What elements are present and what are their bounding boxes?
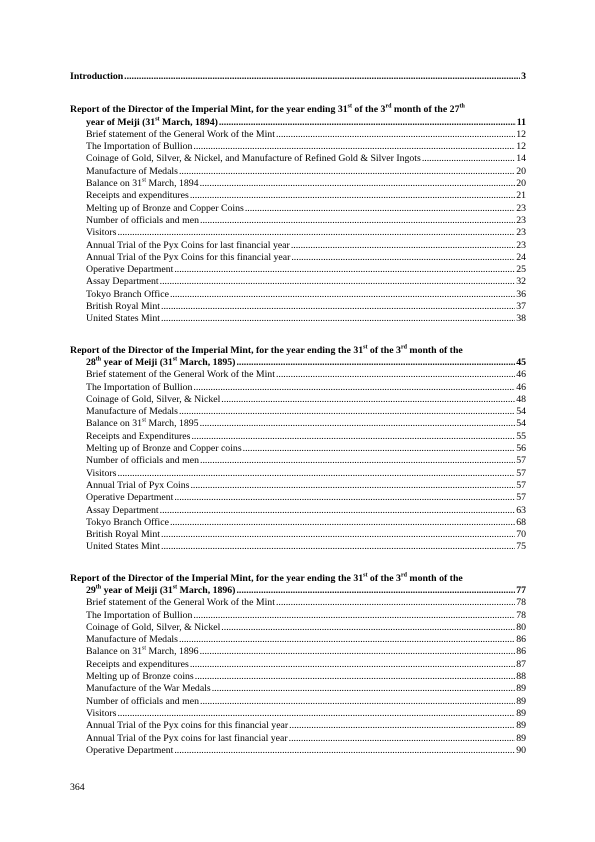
entry-text: Assay Department [86, 504, 159, 516]
superscript: st [155, 116, 160, 123]
entry-text: United States Mint [86, 541, 161, 553]
entry-page: 70 [516, 529, 526, 541]
entry-title [86, 696, 199, 708]
section-heading-line2 [70, 585, 526, 597]
leader-dots [160, 276, 516, 288]
entry-title [86, 264, 173, 276]
leader-dots [179, 634, 515, 646]
leader-dots [236, 585, 515, 597]
toc-entry [70, 313, 526, 325]
entry-page: 54 [516, 418, 526, 430]
toc-entry [70, 659, 526, 671]
toc-entry [70, 529, 526, 541]
entry-page: 12 [516, 141, 526, 153]
entry-text: The Importation of Bullion [86, 141, 193, 153]
table-of-contents [70, 71, 526, 776]
leader-dots [200, 178, 516, 190]
superscript: rd [385, 104, 392, 111]
entry-text: Visitors [86, 467, 117, 479]
entry-page: 78 [516, 597, 526, 609]
entry-page: 37 [516, 301, 526, 313]
entry-page: 20 [516, 178, 526, 190]
entry-title [86, 313, 160, 325]
heading-text: year of Meiji (31 [101, 356, 173, 368]
entry-page: 36 [516, 288, 526, 300]
heading-text: 28 [86, 356, 96, 368]
leader-dots [245, 203, 515, 215]
leader-dots [179, 406, 515, 418]
heading-text: Report of the Director of the Imperial Mint, for the year ending the 31 [70, 344, 364, 356]
leader-dots [191, 431, 515, 443]
entry-title [86, 129, 275, 141]
entry-text: Melting up of Bronze and Copper coins [86, 443, 242, 455]
introduction-title: Introduction [70, 71, 124, 82]
entry-title [86, 634, 178, 646]
superscript: rd [400, 344, 407, 351]
entry-page: 24 [516, 251, 526, 263]
toc-entry [70, 683, 526, 695]
entry-page: 86 [516, 646, 526, 658]
leader-dots [212, 683, 515, 695]
leader-dots [243, 443, 516, 455]
toc-section [70, 345, 526, 554]
leader-dots [170, 289, 515, 301]
entry-text: Visitors [86, 707, 117, 719]
heading-text: year of Meiji (31 [101, 584, 173, 596]
entry-page: 89 [516, 732, 526, 744]
entry-title [86, 505, 159, 517]
entry-page: 89 [516, 683, 526, 695]
heading-text: March, 1895) [177, 356, 236, 368]
toc-entry [70, 468, 526, 480]
entry-title [86, 418, 199, 430]
entry-title [86, 203, 244, 215]
entry-page: 20 [516, 165, 526, 177]
entry-text: Melting up of Bronze coins [86, 671, 194, 683]
superscript: st [172, 584, 178, 591]
entry-title [86, 141, 192, 153]
heading-text: of the 3 [367, 344, 401, 356]
leader-dots [174, 264, 515, 276]
toc-entry [70, 634, 526, 646]
entry-page: 14 [516, 153, 526, 165]
leader-dots [190, 659, 515, 671]
entry-page: 12 [516, 128, 526, 140]
toc-entry [70, 240, 526, 252]
heading-text: of the 3 [367, 572, 401, 584]
toc-entry [70, 276, 526, 288]
entry-text: Balance on 31 [86, 178, 143, 190]
entry-page: 90 [516, 744, 526, 756]
entry-page: 63 [516, 504, 526, 516]
entry-page: 80 [516, 621, 526, 633]
entry-title [86, 227, 116, 239]
entry-page: 86 [516, 634, 526, 646]
entry-text: Brief statement of the General Work of the Mint [86, 597, 275, 609]
entry-title [86, 178, 199, 190]
entry-title [86, 301, 160, 313]
leader-dots [219, 117, 516, 129]
leader-dots [161, 313, 515, 325]
toc-entry [70, 720, 526, 732]
toc-entry [70, 382, 526, 394]
leader-dots [117, 708, 515, 720]
heading-text: Report of the Director of the Imperial Mint, for the year ending the 31 [70, 572, 364, 584]
leader-dots [160, 505, 516, 517]
section-heading-line2 [70, 357, 526, 369]
toc-entry [70, 708, 526, 720]
superscript: st [363, 572, 368, 579]
entry-page: 48 [516, 393, 526, 405]
toc-entry [70, 443, 526, 455]
toc-entry [70, 178, 526, 190]
entry-text: Balance on 31 [86, 418, 143, 430]
leader-dots [289, 733, 516, 745]
entry-title [86, 252, 290, 264]
section-page: 11 [516, 116, 526, 128]
entry-page: 55 [516, 430, 526, 442]
entry-text: Receipts and Expenditures [86, 430, 191, 442]
toc-entry [70, 264, 526, 276]
entry-text: March, 1896 [146, 646, 199, 658]
leader-dots [193, 141, 515, 153]
toc-entry [70, 455, 526, 467]
entry-title [86, 622, 220, 634]
entry-page: 87 [516, 658, 526, 670]
toc-entry [70, 622, 526, 634]
entry-page: 57 [516, 455, 526, 467]
leader-dots [289, 720, 515, 732]
entry-title [86, 166, 178, 178]
entry-text: Coinage of Gold, Silver, & Nickel, and Manufacture of Refined Gold & Silver Ingots [86, 153, 421, 165]
entry-page: 25 [516, 264, 526, 276]
entry-text: Balance on 31 [86, 646, 143, 658]
toc-section [70, 573, 526, 757]
entry-text: Brief statement of the General Work of the Mint [86, 369, 275, 381]
entry-text: Melting up of Bronze and Copper Coins [86, 202, 244, 214]
entry-text: Annual Trial of Pyx Coins [86, 479, 190, 491]
entry-title [86, 610, 192, 622]
leader-dots [117, 468, 515, 480]
entry-text: Coinage of Gold, Silver, & Nickel [86, 393, 221, 405]
entry-title [86, 468, 116, 480]
entry-text: Brief statement of the General Work of the Mint [86, 128, 275, 140]
entry-title [86, 455, 199, 467]
heading-text: month of the [406, 344, 463, 356]
heading-text: March, 1894) [159, 116, 218, 128]
entry-text: Annual Trial of the Pyx Coins for this financial year [86, 251, 291, 263]
entry-page: 46 [516, 369, 526, 381]
section-heading-line1 [70, 104, 526, 116]
entry-text: Receipts and expenditures [86, 190, 189, 202]
entry-title [86, 646, 199, 658]
toc-entry [70, 166, 526, 178]
superscript: st [142, 418, 147, 425]
toc-entry [70, 227, 526, 239]
entry-text: Manufacture of the War Medals [86, 683, 211, 695]
toc-entry [70, 597, 526, 609]
superscript: rd [400, 572, 407, 579]
entry-page: 56 [516, 443, 526, 455]
entry-text: Visitors [86, 227, 117, 239]
superscript: st [142, 177, 147, 184]
toc-section [70, 104, 526, 325]
entry-title [86, 406, 178, 418]
toc-entry [70, 190, 526, 202]
toc-entry [70, 289, 526, 301]
entry-text: Operative Department [86, 492, 174, 504]
toc-entry [70, 492, 526, 504]
toc-entry [70, 129, 526, 141]
entry-page: 21 [516, 190, 526, 202]
entry-title [86, 597, 275, 609]
entry-page: 78 [516, 609, 526, 621]
entry-title [86, 289, 169, 301]
entry-page: 54 [516, 406, 526, 418]
superscript: st [363, 344, 368, 351]
leader-dots [190, 190, 515, 202]
toc-entry [70, 745, 526, 757]
section-heading-line1 [70, 573, 526, 585]
entry-text: Tokyo Branch Office [86, 516, 169, 528]
entry-text: United States Mint [86, 313, 161, 325]
entry-text: Coinage of Gold, Silver, & Nickel [86, 621, 221, 633]
entry-title [86, 517, 169, 529]
entry-title [86, 671, 194, 683]
heading-text: year of Meiji (31 [86, 116, 156, 128]
entry-page: 68 [516, 516, 526, 528]
entry-page: 89 [516, 720, 526, 732]
toc-entry [70, 215, 526, 227]
entry-text: Annual Trial of the Pyx coins for this financial year [86, 720, 289, 732]
leader-dots [291, 240, 515, 252]
toc-entry [70, 406, 526, 418]
entry-title [86, 659, 189, 671]
toc-entry [70, 394, 526, 406]
entry-title [86, 733, 288, 745]
toc-entry [70, 252, 526, 264]
section-heading-line2 [70, 117, 526, 129]
entry-page: 57 [516, 492, 526, 504]
entry-title [86, 153, 421, 165]
entry-text: March, 1894 [146, 178, 199, 190]
toc-entry [70, 733, 526, 745]
entry-text: Receipts and expenditures [86, 658, 189, 670]
entry-text: March, 1895 [146, 418, 199, 430]
toc-entry [70, 480, 526, 492]
toc-sections [70, 104, 526, 757]
leader-dots [422, 153, 515, 165]
entry-title [86, 529, 160, 541]
entry-text: The Importation of Bullion [86, 609, 193, 621]
introduction-page: 3 [521, 71, 526, 82]
entry-page: 46 [516, 381, 526, 393]
superscript: st [142, 646, 147, 653]
heading-text: month of the [406, 572, 463, 584]
leader-dots [200, 455, 515, 467]
section-heading-text [86, 585, 235, 597]
section-heading-text [86, 117, 218, 129]
toc-entry [70, 153, 526, 165]
toc-introduction [70, 71, 526, 83]
leader-dots [161, 529, 515, 541]
entry-page: 57 [516, 467, 526, 479]
entry-text: Assay Department [86, 276, 159, 288]
entry-title [86, 215, 199, 227]
entry-title [86, 720, 288, 732]
entry-page: 32 [516, 276, 526, 288]
heading-text: March, 1896) [177, 584, 236, 596]
leader-dots [161, 301, 515, 313]
entry-page: 75 [516, 541, 526, 553]
leader-dots [193, 610, 515, 622]
leader-dots [200, 646, 516, 658]
leader-dots [117, 227, 515, 239]
leader-dots [291, 252, 515, 264]
entry-page: 23 [516, 214, 526, 226]
toc-entry [70, 646, 526, 658]
entry-title [86, 492, 173, 504]
leader-dots [190, 480, 515, 492]
leader-dots [221, 622, 515, 634]
entry-title [86, 276, 159, 288]
entry-title [86, 190, 189, 202]
entry-title [86, 745, 173, 757]
section-heading-text [86, 357, 235, 369]
entry-title [86, 683, 211, 695]
entry-text: Number of officials and men [86, 695, 199, 707]
page-number: 364 [70, 782, 85, 793]
entry-title [86, 382, 192, 394]
toc-entry [70, 505, 526, 517]
entry-text: Number of officials and men [86, 455, 199, 467]
toc-entry [70, 671, 526, 683]
leader-dots [200, 215, 515, 227]
entry-text: Operative Department [86, 744, 174, 756]
toc-entry [70, 517, 526, 529]
entry-title [86, 369, 275, 381]
entry-title [86, 240, 290, 252]
leader-dots [161, 541, 515, 553]
entry-text: Manufacture of Medals [86, 165, 178, 177]
heading-text: of the 3 [351, 104, 386, 116]
section-heading-line1 [70, 345, 526, 357]
entry-text: Manufacture of Medals [86, 406, 178, 418]
entry-text: Manufacture of Medals [86, 634, 178, 646]
entry-title [86, 708, 116, 720]
superscript: th [95, 584, 102, 591]
entry-title [86, 541, 160, 553]
entry-text: The Importation of Bullion [86, 381, 193, 393]
toc-entry [70, 203, 526, 215]
leader-dots [276, 129, 515, 141]
entry-page: 89 [516, 707, 526, 719]
entry-page: 57 [516, 479, 526, 491]
leader-dots [276, 369, 515, 381]
entry-page: 23 [516, 239, 526, 251]
entry-page: 88 [516, 671, 526, 683]
entry-text: British Royal Mint [86, 301, 161, 313]
leader-dots [193, 382, 515, 394]
entry-text: Number of officials and men [86, 214, 199, 226]
entry-text: Tokyo Branch Office [86, 288, 169, 300]
superscript: th [95, 356, 102, 363]
section-page: 77 [516, 584, 526, 596]
toc-entry [70, 369, 526, 381]
heading-text: 29 [86, 584, 96, 596]
leader-dots [179, 166, 515, 178]
heading-text: month of the 27 [391, 104, 460, 116]
leader-dots [174, 745, 515, 757]
entry-page: 23 [516, 227, 526, 239]
leader-dots [221, 394, 515, 406]
toc-entry [70, 301, 526, 313]
heading-text: Report of the Director of the Imperial Mint, for the year ending 31 [70, 104, 348, 116]
leader-dots [276, 597, 515, 609]
leader-dots [236, 357, 515, 369]
entry-title [86, 431, 190, 443]
toc-entry [70, 541, 526, 553]
entry-text: British Royal Mint [86, 529, 161, 541]
entry-text: Operative Department [86, 264, 174, 276]
entry-page: 89 [516, 695, 526, 707]
superscript: st [347, 104, 352, 111]
entry-text: Annual Trial of the Pyx coins for last financial year [86, 732, 288, 744]
leader-dots [200, 418, 516, 430]
entry-title [86, 443, 242, 455]
toc-entry [70, 418, 526, 430]
toc-entry [70, 431, 526, 443]
toc-entry [70, 141, 526, 153]
entry-page: 38 [516, 313, 526, 325]
leader-dots [124, 71, 520, 83]
leader-dots [170, 517, 515, 529]
section-page: 45 [516, 356, 526, 368]
entry-title [86, 480, 189, 492]
toc-entry [70, 610, 526, 622]
leader-dots [200, 696, 515, 708]
toc-entry [70, 696, 526, 708]
superscript: st [172, 356, 178, 363]
entry-title [86, 394, 220, 406]
entry-text: Annual Trial of the Pyx Coins for last financial year [86, 239, 290, 251]
entry-page: 23 [516, 202, 526, 214]
leader-dots [195, 671, 515, 683]
leader-dots [174, 492, 515, 504]
superscript: th [459, 104, 465, 111]
